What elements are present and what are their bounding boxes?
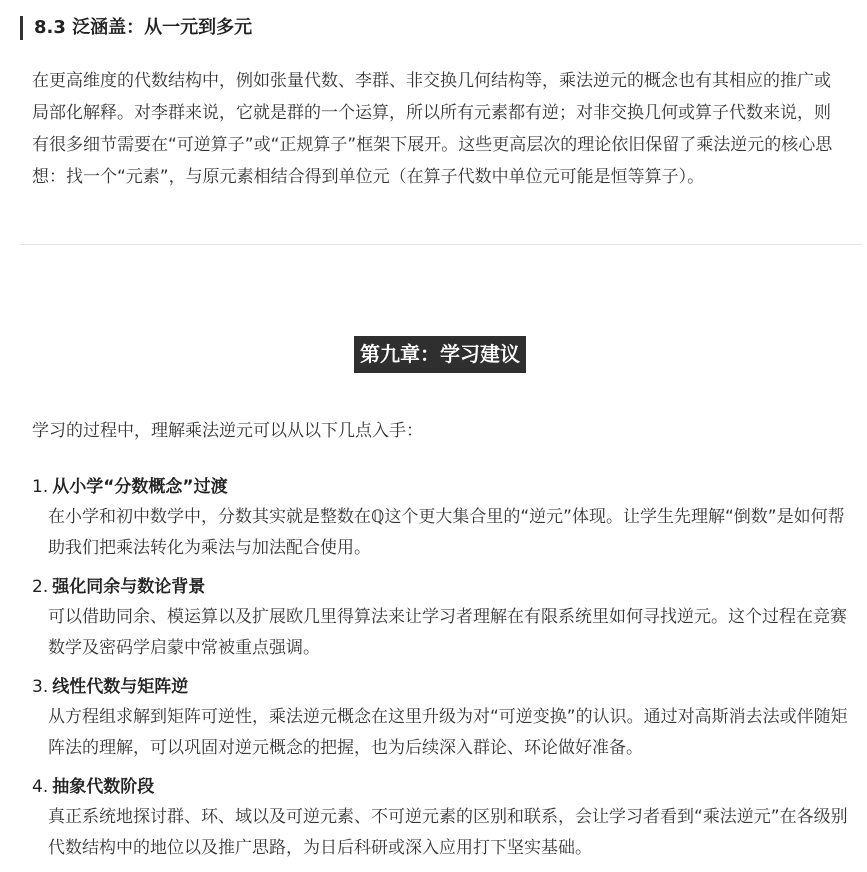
suggestion-number: 2.: [32, 577, 49, 597]
suggestion-number: 3.: [32, 677, 49, 697]
suggestion-body: 在小学和初中数学中，分数其实就是整数在ℚ这个更大集合里的“逆元”体现。让学生先理解“倒数”是如何帮助我们把乘法转化为乘法与加法配合使用。: [48, 507, 845, 558]
suggestion-title-line: [32, 572, 857, 602]
section-divider: [20, 244, 862, 245]
suggestion-list: [32, 472, 857, 872]
suggestion-item: [32, 772, 857, 864]
suggestion-body: 可以借助同余、模运算以及扩展欧几里得算法来让学习者理解在有限系统里如何寻找逆元。这个过程在竞赛数学及密码学启蒙中常被重点强调。: [48, 607, 847, 658]
section-heading: 8.3 泛涵盖：从一元到多元: [20, 16, 252, 40]
suggestion-title-line: [32, 472, 857, 502]
chapter-intro: 学习的过程中，理解乘法逆元可以从以下几点入手：: [32, 421, 423, 441]
suggestion-title-line: [32, 672, 857, 702]
suggestion-body: 真正系统地探讨群、环、域以及可逆元素、不可逆元素的区别和联系，会让学习者看到“乘法逆元”在各级别代数结构中的地位以及推广思路，为日后科研或深入应用打下坚实基础。: [48, 807, 848, 858]
chapter-title: 第九章：学习建议: [354, 336, 526, 373]
suggestion-title-line: [32, 772, 857, 802]
suggestion-title: 强化同余与数论背景: [52, 577, 206, 597]
suggestion-number: 1.: [32, 477, 49, 497]
section-paragraph: 在更高维度的代数结构中，例如张量代数、李群、非交换几何结构等，乘法逆元的概念也有其相应的推广或局部化解释。对李群来说，它就是群的一个运算，所以所有元素都有逆；对非交换几何或算子代数来说，则有很多细节需要在“可逆算子”或“正规算子”框架下展开。这些更高层次的理论依旧保留了乘法逆元的核心思想：找一个“元素”，与原元素相结合得到单位元（在算子代数中单位元可能是恒等算子）。: [32, 71, 833, 187]
suggestion-title: 抽象代数阶段: [52, 777, 155, 797]
suggestion-item: [32, 672, 857, 764]
suggestion-title: 线性代数与矩阵逆: [52, 677, 189, 697]
suggestion-item: [32, 572, 857, 664]
suggestion-body: 从方程组求解到矩阵可逆性，乘法逆元概念在这里升级为对“可逆变换”的认识。通过对高斯消去法或伴随矩阵法的理解，可以巩固对逆元概念的把握，也为后续深入群论、环论做好准备。: [48, 707, 848, 758]
suggestion-title: 从小学“分数概念”过渡: [52, 477, 228, 497]
suggestion-item: [32, 472, 857, 564]
suggestion-number: 4.: [32, 777, 49, 797]
